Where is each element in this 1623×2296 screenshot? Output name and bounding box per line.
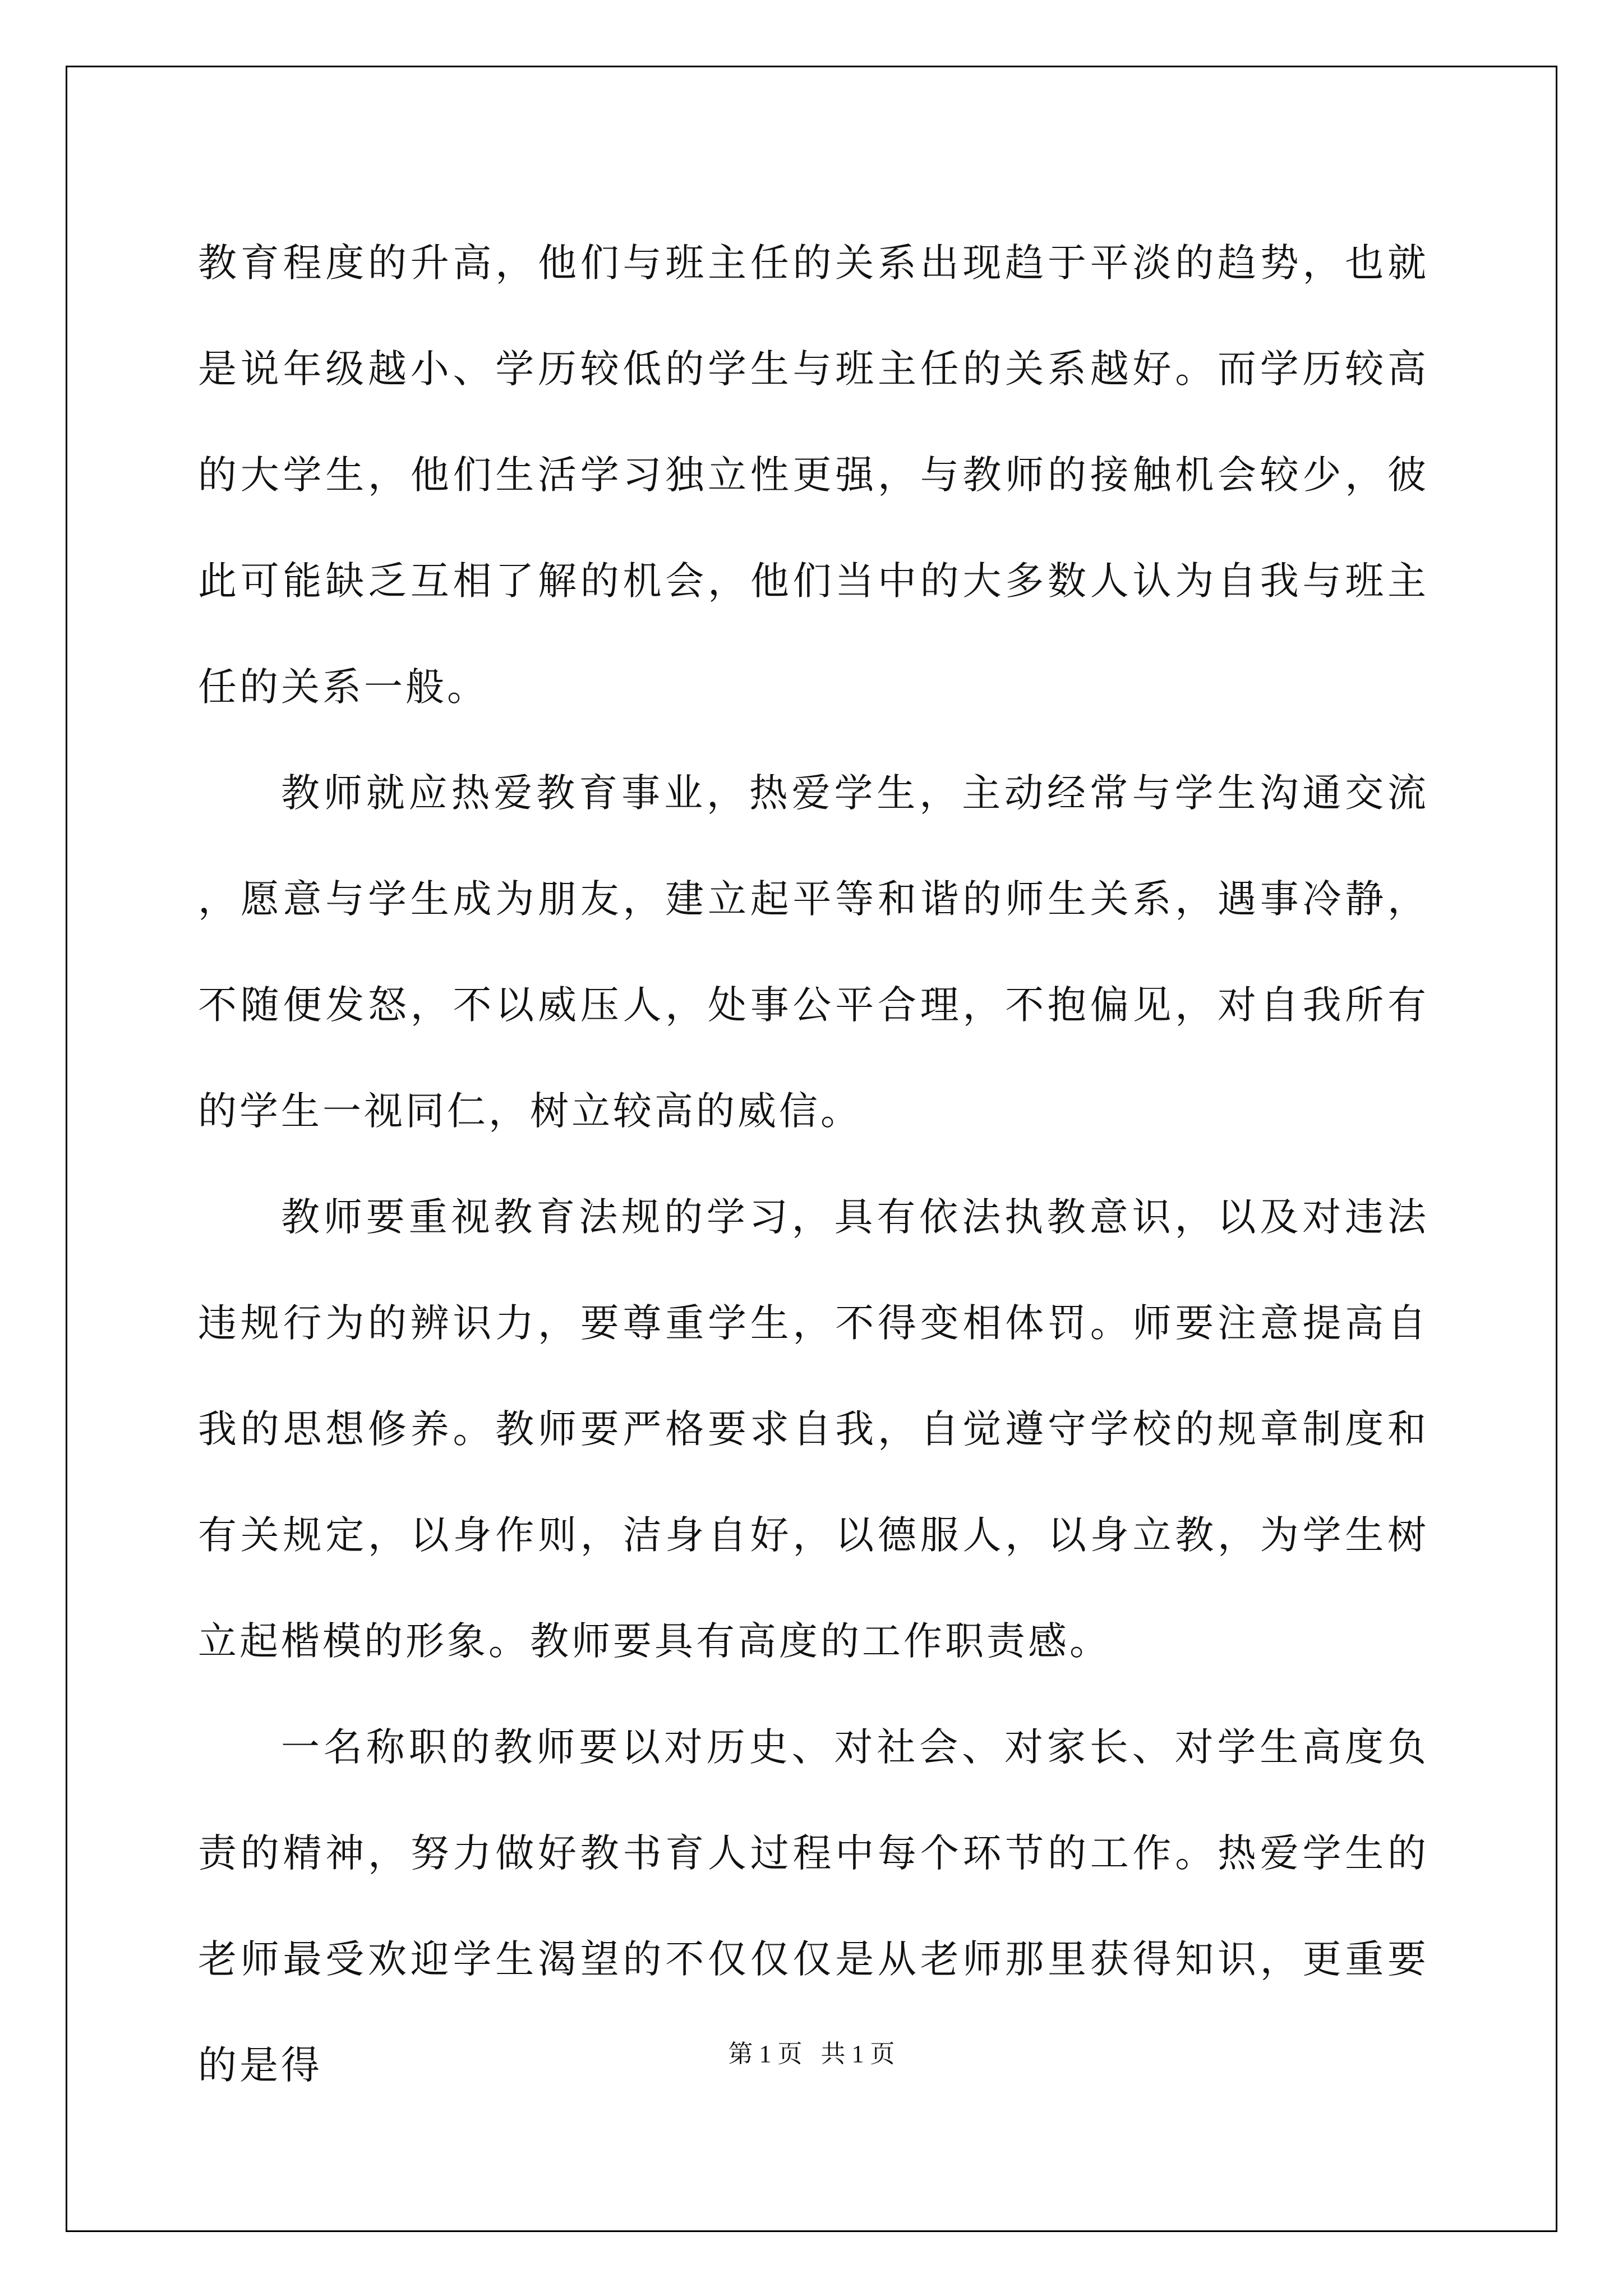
paragraph-1: 教育程度的升高，他们与班主任的关系出现趋于平淡的趋势，也就是说年级越小、学历较低的学生与班主任的关系越好。而学历较高的大学生，他们生活学习独立性更强，与教师的接触机会较少，彼此可能缺乏互相了解的机会，他们当中的大多数人认为自我与班主任的关系一般。 [198, 241, 1429, 710]
paragraph-3: 教师要重视教育法规的学习，具有依法执教意识，以及对违法违规行为的辨识力，要尊重学生，不得变相体罚。师要注意提高自我的思想修养。教师要严格要求自我，自觉遵守学校的规章制度和有关规定，以身作则，洁身自好，以德服人，以身立教，为学生树立起楷模的形象。教师要具有高度的工作职责感。 [198, 1195, 1429, 1664]
paragraph-4: 一名称职的教师要以对历史、对社会、对家长、对学生高度负责的精神，努力做好教书育人过程中每个环节的工作。热爱学生的老师最受欢迎学生渴望的不仅仅仅是从老师那里获得知识，更重要的是得 [198, 1725, 1429, 2088]
page-footer: 第 1 页 共 1 页 [728, 2040, 895, 2068]
paragraph-2: 教师就应热爱教育事业，热爱学生，主动经常与学生沟通交流，愿意与学生成为朋友，建立起平等和谐的师生关系，遇事冷静，不随便发怒，不以威压人，处事公平合理，不抱偏见，对自我所有的学生一视同仁，树立较高的威信。 [198, 771, 1429, 1134]
document-body [198, 210, 1429, 2119]
